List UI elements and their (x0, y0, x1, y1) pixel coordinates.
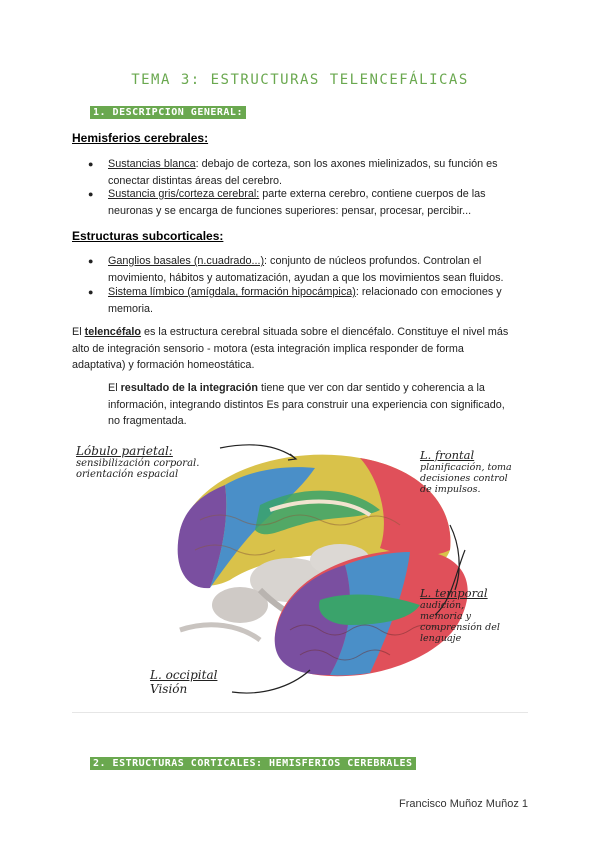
occipital-arrow (232, 670, 310, 693)
telencefalo-paragraph: El telencéfalo es la estructura cerebral situada sobre el diencéfalo. Constituye el nivel más alto de integración sensorio - motora (esta integración implica responder de forma adaptativa) y formación homeostática. (72, 326, 509, 371)
annotation-parietal: Lóbulo parietal: sensibilización corporal. orientación espacial (76, 444, 200, 480)
bullet-icon: ● (88, 287, 94, 297)
bullet-icon: ● (88, 189, 94, 199)
section-heading-2: 2. ESTRUCTURAS CORTICALES: HEMISFERIOS CEREBRALES (90, 757, 416, 770)
section-heading-1: 1. DESCRIPCION GENERAL: (90, 106, 246, 119)
annotation-frontal: L. frontal planificación, toma decisiones control de impulsos. (420, 448, 512, 495)
bullet-icon: ● (88, 256, 94, 266)
integracion-paragraph: El resultado de la integración tiene que ver con dar sentido y coherencia a la información, integrando distintos Es para construir una experiencia con significado, no fragmentada. (108, 382, 505, 427)
list-item: ● Sustancia gris/corteza cerebral: parte externa cerebro, contiene cuerpos de las neuronas y se encarga de funciones superiores: pensar, procesar, percibir... (88, 188, 486, 217)
divider (72, 712, 528, 713)
annotation-temporal: L. temporal audición, memoria y comprensión del lenguaje (420, 586, 500, 644)
subcorticales-heading: Estructuras subcorticales: (72, 229, 224, 243)
list-item: ● Sustancias blanca: debajo de corteza, son los axones mielinizados, su función es conectar distintas áreas del cerebro. (88, 158, 498, 187)
page-title: TEMA 3: ESTRUCTURAS TELENCEFÁLICAS (131, 72, 469, 88)
list-item: ● Sistema límbico (amígdala, formación hipocámpica): relacionado con emociones y memoria. (88, 286, 502, 315)
annotation-occipital: L. occipital Visión (150, 668, 218, 696)
hemisferios-heading: Hemisferios cerebrales: (72, 131, 209, 145)
parietal-arrow (220, 445, 295, 458)
bullet-icon: ● (88, 159, 94, 169)
page-footer: Francisco Muñoz Muñoz 1 (399, 798, 528, 810)
list-item: ● Ganglios basales (n.cuadrado...): conjunto de núcleos profundos. Controlan el movimiento, hábitos y automatización, ayudan a que los movimientos sean fluidos. (88, 255, 504, 284)
